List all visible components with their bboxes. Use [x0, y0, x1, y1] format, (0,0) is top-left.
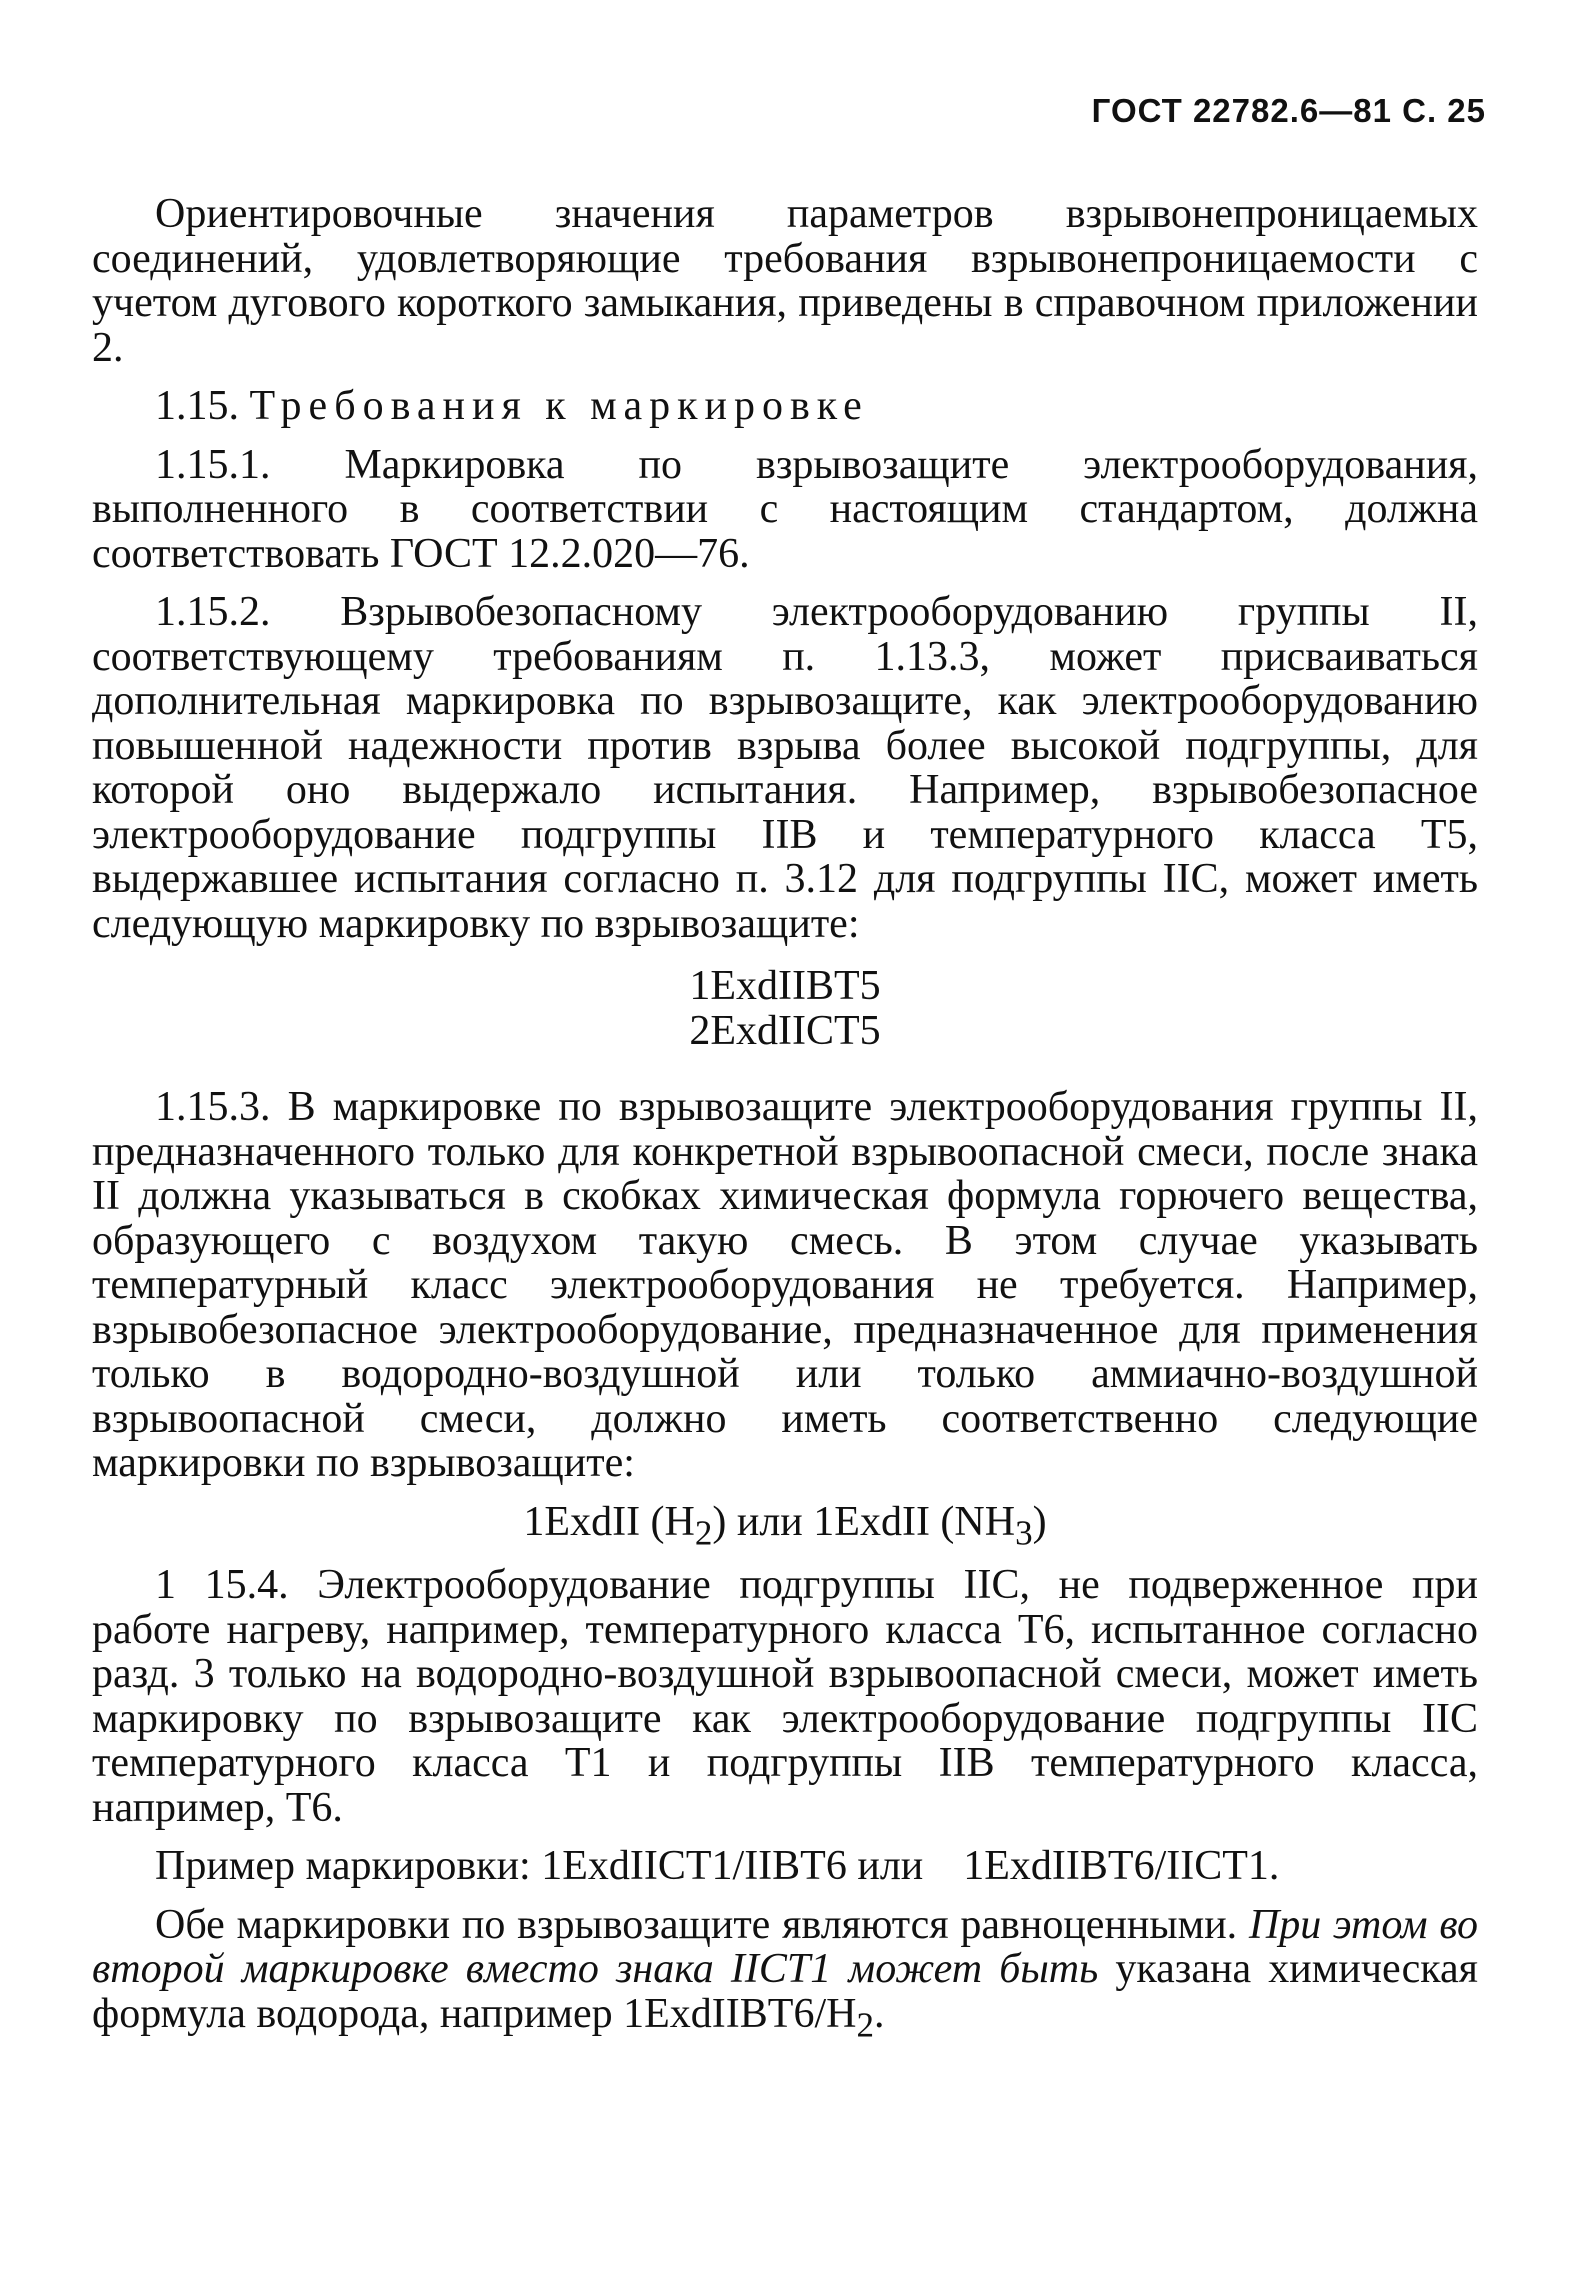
- clause-1-15-1: 1.15.1. Маркировка по взрывозащите электрооборудования, выполненного в соответствии с настоящим стандартом, должна соответствовать ГОСТ 12.2.020—76.: [92, 441, 1478, 577]
- closing-period: .: [873, 1990, 885, 2037]
- example-marking-2: 1ExdIIBT6/IICT1.: [963, 1843, 1280, 1890]
- example-connector: или: [857, 1843, 924, 1890]
- marking-hydrogen-close: ): [712, 1498, 727, 1545]
- page-header: [1092, 92, 1486, 130]
- connector-or: или: [736, 1498, 803, 1545]
- standard-number: ГОСТ 22782.6—81: [1091, 92, 1392, 129]
- marking-hydrogen-text: 1ExdII (H: [523, 1498, 695, 1545]
- example-label: Пример маркировки:: [155, 1843, 531, 1890]
- marking-ammonia-text: 1ExdII (NH: [813, 1498, 1016, 1545]
- closing-sentence-2: При этом во второй маркировке вместо знака IICT1 может быть: [92, 1901, 1479, 1993]
- page-number: С. 25: [1402, 92, 1486, 129]
- page-content: [92, 192, 1478, 2062]
- closing-formula-subscript: 2: [856, 2005, 874, 2045]
- section-number: 1.15.: [155, 383, 239, 429]
- marking-ammonia-close: ): [1032, 1498, 1047, 1545]
- clause-1-15-2: 1.15.2. Взрывобезопасному электрооборудованию группы II, соответствующему требованиям п. 1.13.3, может присваиваться дополнительная маркировка по взрывозащите, как электрооборудованию повышенной надежности против взрыва более высокой подгруппы, для которой оно выдержало испытания. Например, взрывобезопасное электрооборудование подгруппы IIB и температурного класса T5, выдержавшее испытания согласно п. 3.12 для подгруппы IIC, может иметь следующую маркировку по взрывозащите:: [92, 589, 1478, 947]
- marking-line-2: 2ExdIICT5: [689, 1007, 881, 1054]
- example-marking-1: 1ExdIICT1/IIBT6: [541, 1843, 847, 1890]
- marking-ammonia-subscript: 3: [1015, 1512, 1033, 1552]
- marking-example-block: [92, 964, 1478, 1053]
- example-marking-line: [92, 1844, 1478, 1889]
- marking-line-1: 1ExdIIBT5: [689, 963, 881, 1009]
- marking-hydrogen: [523, 1498, 727, 1552]
- clause-1-15-4: 1 15.4. Электрооборудование подгруппы IIC, не подверженное при работе нагреву, например, температурного класса T6, испытанное согласно разд. 3 только на водородно-воздушной взрывоопасной смеси, может иметь маркировку по взрывозащите как электрооборудование подгруппы IIC температурного класса T1 и подгруппы IIB температурного класса, например, T6.: [92, 1562, 1478, 1831]
- section-heading: [92, 384, 1478, 429]
- closing-paragraph: [92, 1903, 1478, 2048]
- closing-formula-text: указана химическая формула водорода, например 1ExdIIBT6/H: [92, 1946, 1478, 2037]
- intro-paragraph: Ориентировочные значения параметров взрывонепроницаемых соединений, удовлетворяющие требования взрывонепроницаемости с учетом дугового короткого замыкания, приведены в справочном приложении 2.: [92, 191, 1478, 371]
- closing-sentence-1: Обе маркировки по взрывозащите являются равноценными.: [155, 1901, 1238, 1948]
- clause-1-15-3: 1.15.3. В маркировке по взрывозащите электрооборудования группы II, предназначенного только для конкретной взрывоопасной смеси, после знака II должна указываться в скобках химическая формула горючего вещества, образующего с воздухом такую смесь. В этом случае указывать температурный класс электрооборудования не требуется. Например, взрывобезопасное электрооборудование, предназначенное для применения только в водородно-воздушной или только аммиачно-воздушной взрывоопасной смеси, должно иметь соответственно следующие маркировки по взрывозащите:: [92, 1084, 1478, 1486]
- marking-hydrogen-subscript: 2: [694, 1512, 713, 1552]
- marking-ammonia: [813, 1498, 1047, 1552]
- chemical-marking-line: [92, 1500, 1478, 1556]
- section-title: Требования к маркировке: [249, 383, 869, 429]
